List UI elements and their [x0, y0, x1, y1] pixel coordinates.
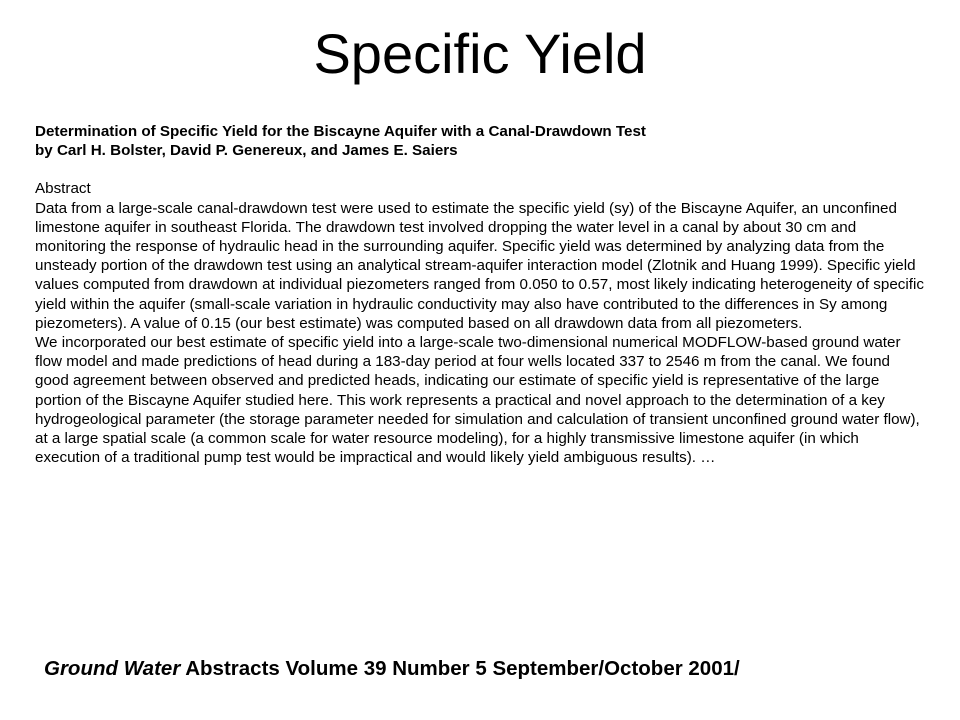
abstract-paragraph-2: We incorporated our best estimate of specific yield into a large-scale two-dimensional numerical MODFLOW-based ground water flow model and made predictions of head during a 183-day period at four wells located 337 to 2546 m from the canal. We found good agreement between observed and predicted heads, indicating our estimate of specific yield is representative of the large portion of the Biscayne Aquifer studied here. This work represents a practical and novel approach to the determination of a key hydrogeological parameter (the storage parameter needed for simulation and calculation of transient unconfined ground water flow), at a large spatial scale (a common scale for water resource modeling), for a highly transmissive limestone aquifer (in which execution of a traditional pump test would be impractical and would likely yield ambiguous results). …	[35, 334, 920, 467]
citation-details: Abstracts Volume 39 Number 5 September/October 2001/	[180, 657, 740, 680]
article-authors: by Carl H. Bolster, David P. Genereux, and James E. Saiers	[35, 142, 458, 160]
abstract-paragraph-1: Data from a large-scale canal-drawdown test were used to estimate the specific yield (sy) of the Biscayne Aquifer, an unconfined limestone aquifer in southeast Florida. The drawdown test involved dropping the water level in a canal by about 30 cm and monitoring the response of hydraulic head in the surrounding aquifer. Specific yield was determined by analyzing data from the unsteady portion of the drawdown test using an analytical stream-aquifer interaction model (Zlotnik and Huang 1999). Specific yield values computed from drawdown at individual piezometers ranged from 0.050 to 0.57, most likely indicating heterogeneity of specific yield within the aquifer (small-scale variation in hydraulic conductivity may also have contributed to the differences in Sy among piezometers). A value of 0.15 (our best estimate) was computed based on all drawdown data from all piezometers.	[35, 199, 924, 332]
article-title: Determination of Specific Yield for the Biscayne Aquifer with a Canal-Drawdown Test	[35, 123, 646, 140]
slide-title: Specific Yield	[313, 22, 647, 85]
citation-journal: Ground Water	[44, 657, 181, 680]
article-body	[35, 122, 927, 467]
citation	[44, 655, 740, 683]
abstract-heading: Abstract	[35, 180, 91, 198]
spacer	[35, 160, 927, 179]
